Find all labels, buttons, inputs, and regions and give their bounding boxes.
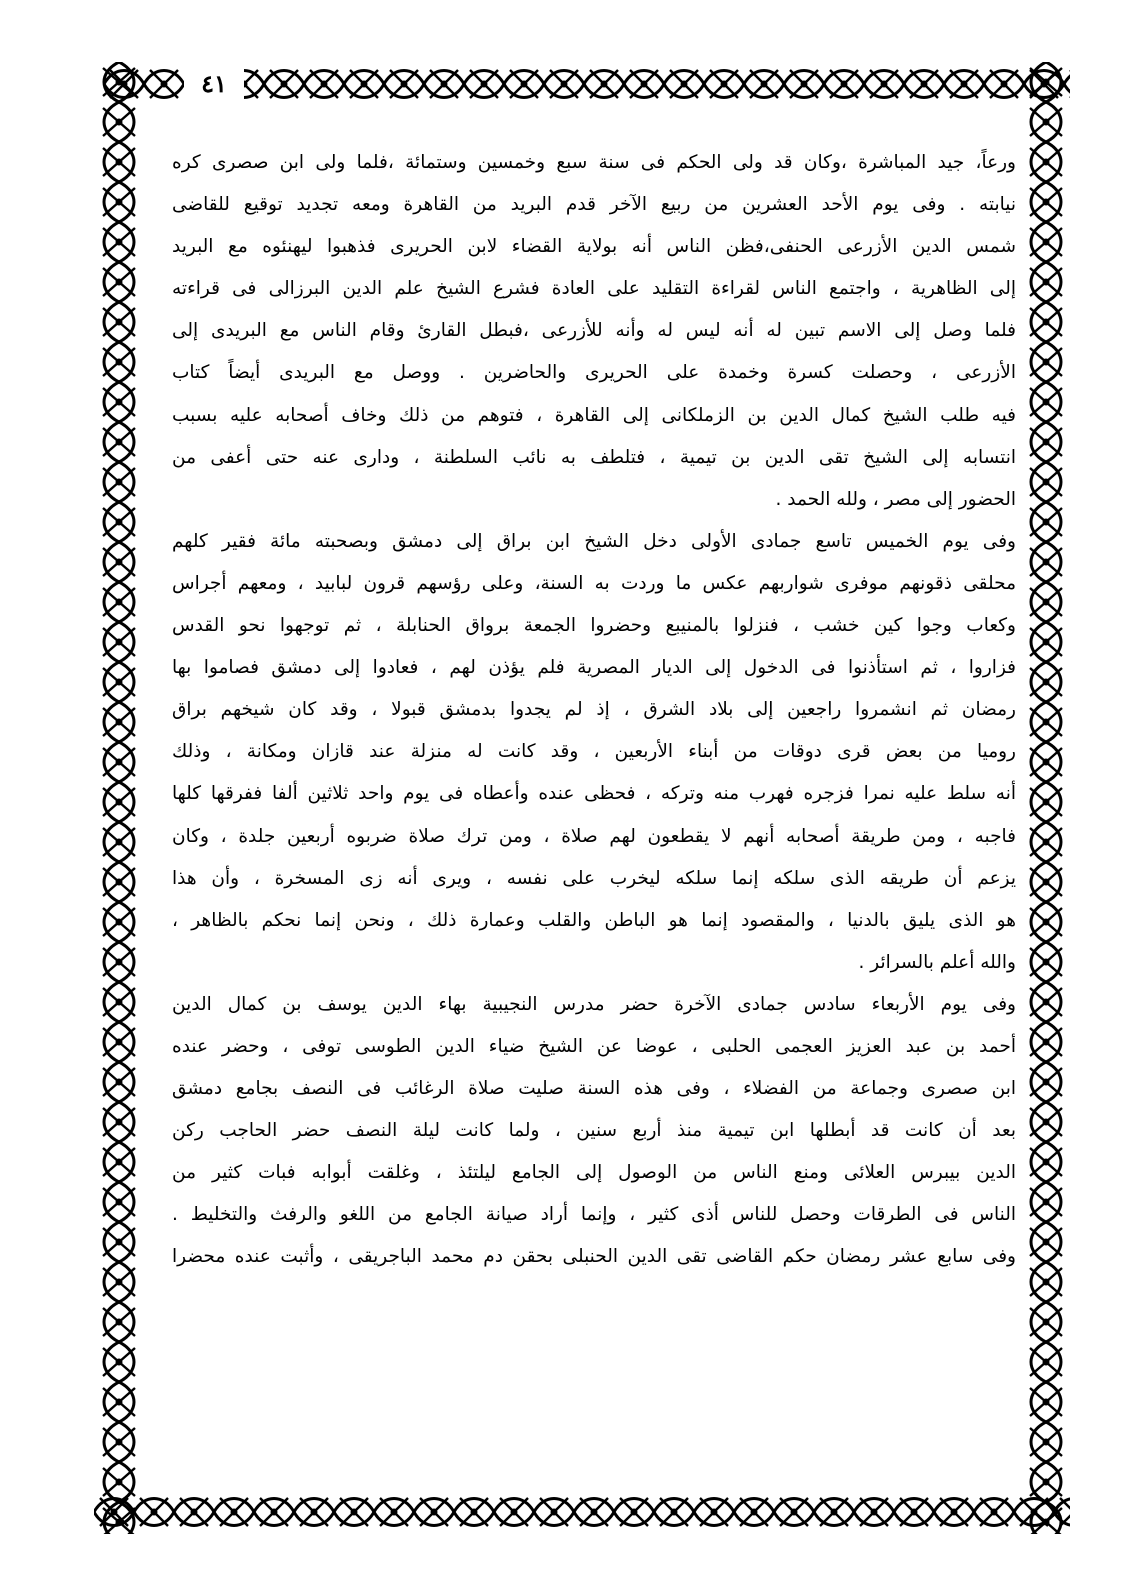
text-line: هو الذى يليق بالدنيا ، والمقصود إنما هو الباطن والقلب وعمارة ذلك ، ونحن إنما نحكم بالظاهر ، xyxy=(172,909,1016,931)
chain-ornament-icon xyxy=(94,1490,1070,1534)
text-line: ورعاً، جيد المباشرة ،وكان قد ولى الحكم فى سنة سبع وخمسين وستمائة ،فلما ولى ابن صصرى كره xyxy=(172,152,1016,173)
text-line: رمضان ثم انشمروا راجعين إلى بلاد الشرق ، إذ لم يجدوا بدمشق قبولا ، وقد كان شيخهم براق xyxy=(172,699,1016,721)
page-text xyxy=(172,142,1016,1478)
right-ornamental-border xyxy=(1020,62,1072,1534)
text-line: يزعم أن طريقه الذى سلكه إنما سلكه ليخرب على نفسه ، ويرى أنه زى المسخرة ، وأن هذا xyxy=(172,867,1016,889)
text-line: وفى سابع عشر رمضان حكم القاضى تقى الدين الحنبلى بحقن دم محمد الباجريقى ، وأثبت عنده محضرا xyxy=(172,1246,1016,1268)
text-line: فاجبه ، ومن طريقة أصحابه أنهم لا يقطعون لهم صلاة ، ومن ترك صلاة ضربوه أربعين جلدة ، وكان xyxy=(172,825,1016,847)
text-line: فلما وصل إلى الاسم تبين له أنه ليس له وأنه للأزرعى ،فبطل القارئ وقام الناس مع البريدى إلى xyxy=(172,320,1016,342)
text-line: أنه سلط عليه نمرا فزجره فهرب منه وتركه ، فحظى عنده وأعطاه فى يوم واحد ثلاثين ألفا ففرقها كلها xyxy=(172,783,1016,805)
top-ornamental-border xyxy=(104,62,1070,106)
text-line: وفى يوم الأربعاء سادس جمادى الآخرة حضر مدرس النجيبية بهاء الدين يوسف بن كمال الدين xyxy=(172,993,1016,1015)
text-line: أحمد بن عبد العزيز العجمى الحلبى ، عوضا عن الشيخ ضياء الدين الطوسى توفى ، وحضر عنده xyxy=(172,1035,1016,1057)
page-number: ٤١ xyxy=(184,66,244,102)
text-line: الناس فى الطرقات وحصل للناس أذى كثير ، وإنما أراد صيانة الجامع من اللغو والرفث والتخليط . xyxy=(172,1204,1016,1226)
left-ornamental-border xyxy=(94,62,144,1534)
chain-ornament-icon xyxy=(1020,62,1072,1534)
text-line: إلى الظاهرية ، واجتمع الناس لقراءة التقليد على العادة فشرع الشيخ علم الدين البرزالى فى قراءته xyxy=(172,278,1016,300)
text-line: الحضور إلى مصر ، ولله الحمد . xyxy=(775,488,1016,510)
text-line: فزاروا ، ثم استأذنوا فى الدخول إلى الديار المصرية فلم يؤذن لهم ، فعادوا إلى دمشق فصاموا بها xyxy=(172,657,1016,679)
chain-ornament-icon xyxy=(94,62,144,1534)
text-line: وكعاب وجوا كين خشب ، فنزلوا بالمنيبع وحضروا الجمعة برواق الحنابلة ، ثم توجهوا نحو القدس xyxy=(172,615,1016,637)
text-line: روميا من بعض قرى دوقات من أبناء الأربعين ، وقد كانت له منزلة عند قازان ومكانة ، وذلك xyxy=(172,741,1016,763)
text-line: شمس الدين الأزرعى الحنفى،فظن الناس أنه بولاية القضاء لابن الحريرى فذهبوا ليهنئوه مع البريد xyxy=(172,236,1016,258)
text-line: انتسابه إلى الشيخ تقى الدين بن تيمية ، فتلطف به نائب السلطنة ، ودارى عنه حتى أعفى من xyxy=(172,446,1016,468)
text-line: ابن صصرى وجماعة من الفضلاء ، وفى هذه السنة صليت صلاة الرغائب فى النصف بجامع دمشق xyxy=(172,1078,1016,1100)
text-line: نيابته . وفى يوم الأحد العشرين من ربيع الآخر قدم البريد من القاهرة ومعه تجديد توقيع للقاضى xyxy=(172,194,1016,216)
text-line: والله أعلم بالسرائر . xyxy=(858,951,1016,973)
text-line: الأزرعى ، وحصلت كسرة وخمدة على الحريرى والحاضرين . ووصل مع البريدى أيضاً كتاب xyxy=(172,362,1016,384)
text-line: الدين بيبرس العلائى ومنع الناس من الوصول إلى الجامع ليلتئذ ، وغلقت أبوابه فبات كثير من xyxy=(172,1162,1016,1184)
text-line: بعد أن كانت قد أبطلها ابن تيمية منذ أربع سنين ، ولما كانت ليلة النصف حضر الحاجب ركن xyxy=(172,1120,1016,1142)
chain-ornament-icon xyxy=(104,62,1070,106)
bottom-ornamental-border xyxy=(94,1490,1070,1534)
text-line: فيه طلب الشيخ كمال الدين بن الزملكانى إلى القاهرة ، فتوهم من ذلك وخاف أصحابه عليه بسبب xyxy=(172,404,1016,426)
text-line: وفى يوم الخميس تاسع جمادى الأولى دخل الشيخ ابن براق إلى دمشق وبصحبته مائة فقير كلهم xyxy=(172,530,1016,552)
text-line: محلقى ذقونهم موفرى شواربهم عكس ما وردت به السنة، وعلى رؤسهم قرون لبابيد ، ومعهم أجراس xyxy=(172,572,1016,594)
